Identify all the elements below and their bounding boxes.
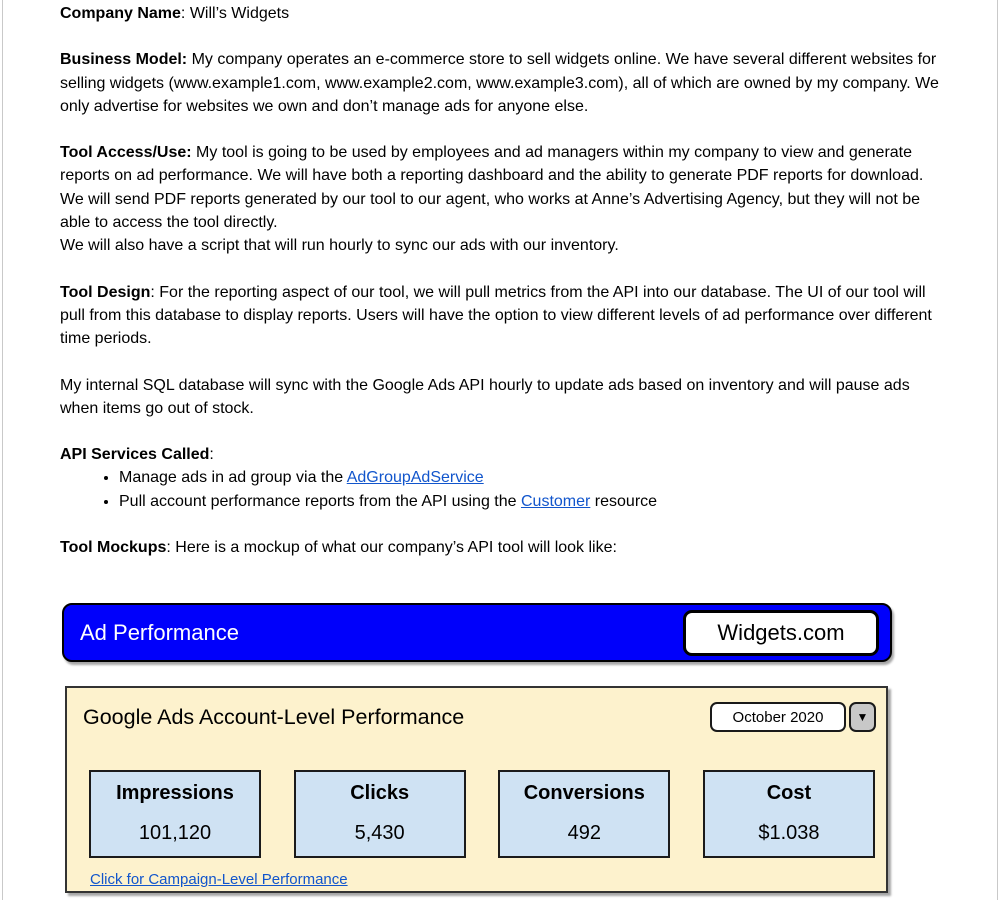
bullet-text: Manage ads in ad group via the [119,469,347,487]
metric-card-value: $1.038 [758,822,820,844]
tool-access-text2: We will also have a script that will run hourly to sync our ads with our inventory. [60,237,619,255]
caret-down-icon: ▼ [856,710,869,724]
metric-card-conversions [498,770,670,858]
list-item-customer [119,490,948,513]
bullet-text: resource [590,492,658,510]
company-name-value: : Will’s Widgets [180,5,290,22]
api-services-list [60,466,948,513]
metric-card-value: 5,430 [354,822,405,844]
sql-sync-text: My internal SQL database will sync with the Google Ads API hourly to update ads based on inventory and will pause ads when items go out of stock. [60,376,910,417]
campaign-level-link[interactable]: Click for Campaign-Level Performance [90,871,348,888]
bullet-text: Pull account performance reports from the API using the [119,492,521,510]
month-dropdown-value[interactable]: October 2020 [710,702,846,732]
widgets-site-button[interactable]: Widgets.com [683,610,879,656]
business-model-paragraph [60,48,948,118]
business-model-text: My company operates an e-commerce store to sell widgets online. We have several different websites for selling widgets (www.example1.com, www.example2.com, www.example3.com), all of which are owned by my company. We only advertise for websites we own and don’t manage ads for anyone else. [60,51,939,115]
company-name-line [60,2,948,25]
api-services-heading [60,443,948,466]
tool-design-text: : For the reporting aspect of our tool, we will pull metrics from the API into our database. The UI of our tool will pull from this database to display reports. Users will have the option to view different levels of ad performance over different time periods. [60,283,932,348]
tool-mockups-paragraph [60,536,948,559]
sql-sync-paragraph [60,374,948,421]
mockup-header-title: Ad Performance [80,619,239,645]
tool-mockups-label: Tool Mockups [60,539,167,557]
tool-access-paragraph [60,141,948,257]
business-model-label: Business Model: [60,51,188,69]
metric-card-label: Cost [766,782,812,804]
metric-card-label: Conversions [523,782,645,804]
adgroupadservice-link[interactable]: AdGroupAdService [346,469,484,487]
month-dropdown[interactable] [710,702,876,732]
list-item-adgroupadservice [119,466,948,489]
dropdown-arrow-button[interactable] [849,702,876,732]
panel-title: Google Ads Account-Level Performance [83,704,465,729]
page-left-border [2,0,3,900]
metric-card-impressions [89,770,261,858]
company-name-label: Company Name [60,5,181,22]
metric-card-cost [703,770,875,858]
api-services-colon: : [209,446,214,464]
customer-link[interactable]: Customer [520,492,591,510]
tool-access-text: My tool is going to be used by employees and ad managers within my company to view and generate reports on ad performance. We will have both a reporting dashboard and the ability to generate PDF reports for download. We will send PDF reports generated by our tool to our agent, who works at Anne’s Advertising Agency, but they will not be able to access the tool directly. [60,144,924,232]
document-body [60,2,948,559]
tool-design-paragraph [60,281,948,351]
tool-access-label: Tool Access/Use: [60,144,192,162]
metric-card-label: Clicks [350,782,410,804]
metric-card-clicks [294,770,466,858]
tool-design-label: Tool Design [60,283,151,301]
mockup-header-bar [62,603,892,662]
panel-header-row [83,702,876,732]
page-right-border [997,0,998,900]
metric-cards-row [89,770,875,858]
tool-mockups-text: : Here is a mockup of what our company’s API tool will look like: [166,539,617,557]
metric-card-value: 101,120 [138,822,212,844]
metric-card-label: Impressions [116,782,234,804]
account-performance-panel [65,686,888,893]
metric-card-value: 492 [567,822,601,844]
api-services-label: API Services Called [60,446,210,464]
